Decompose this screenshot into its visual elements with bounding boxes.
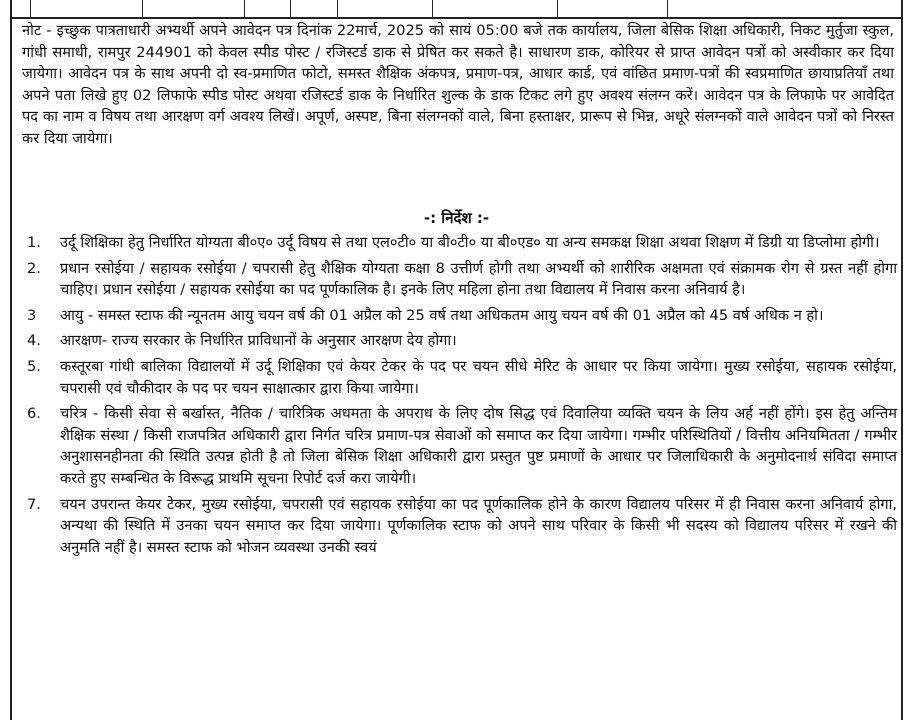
list-item <box>12 403 905 489</box>
item-text: चरित्र - किसी सेवा से बर्खास्त, नैतिक / चारित्रिक अधमता के अपराध के लिए दोष सिद्ध एवं दिवालिया व्यक्ति चयन के लिय अर्ह नहीं होंगे। इस हेतु अन्तिम शैक्षिक संस्था / किसी राजपत्रित अधिकारी द्वारा निर्गत चरित्र प्रमाण-पत्र सेवाओं को समाप्त कर दिया जायेगा। गम्भीर परिस्थितियों / वित्तीय अनियमितता / गम्भीर अनुशासनहीनता की स्थिति उत्पन्न होती है तो जिला बेसिक शिक्षा अधिकारी द्वारा प्रस्तुत पुष्ट प्रमाणों के आधार पर जिलाधिकारी के अनुमोदनार्थ संविदा समाप्त करते हुए सम्बन्धित के विरूद्ध प्राथमि सूचना रिपोर्ट दर्ज करा जायेगी। <box>60 405 897 487</box>
list-item <box>12 258 905 301</box>
item-number: 6. <box>27 405 41 423</box>
item-text: आयु - समस्त स्टाफ की न्यूनतम आयु चयन वर्ष की 01 अप्रैल को 25 वर्ष तथा अधिकतम आयु चयन वर्ष की 01 अप्रैल को 45 वर्ष अधिक न हो। <box>60 306 824 324</box>
instructions-heading: -: निर्देश :- <box>423 209 490 227</box>
item-number: 3 <box>27 306 37 324</box>
list-item <box>12 232 905 254</box>
document-frame <box>10 0 903 720</box>
list-item <box>12 494 905 559</box>
list-item <box>12 356 905 399</box>
item-text: आरक्षण- राज्य सरकार के निर्धारित प्राविधानों के अनुसार आरक्षण देय होगा। <box>60 332 457 350</box>
list-item <box>12 305 905 327</box>
item-text: उर्दू शिक्षिका हेतु निर्धारित योग्यता बी०ए० उर्दू विषय से तथा एल०टी० या बी०टी० या बी०एड० या अन्य समकक्ष शिक्षा अथवा शिक्षण में डिग्री या डिप्लोमा होगी। <box>60 234 880 251</box>
item-number: 4. <box>27 332 41 350</box>
item-text: प्रधान रसोईया / सहायक रसोईया / चपरासी हेतु शैक्षिक योग्यता कक्षा 8 उत्तीर्ण होगी तथा अभ्यर्थी को शारीरिक अक्षमता एवं संक्रामक रोग से ग्रस्त नहीं होगा चाहिए। प्रधान रसोईया / सहायक रसोईया का पद पूर्णकालिक है। इनके लिए महिला होना तथा विद्यालय में निवास करना अनिवार्य है। <box>60 259 897 299</box>
item-text: चयन उपरान्त केयर टेकर, मुख्य रसोईया, चपरासी एवं सहायक रसोईया का पद पूर्णकालिक होने के कारण विद्यालय परिसर में ही निवास करना अनिवार्य होगा, अन्यथा की स्थिति में उनका चयन समाप्त कर दिया जायेगा। पूर्णकालिक स्टाफ को अपने साथ परिवार के किसी भी सदस्य को विद्यालय परिसर में रखने की अनुमति नहीं है। समस्त स्टाफ को भोजन व्यवस्था उनकी स्वयं <box>60 495 897 556</box>
item-number: 7. <box>27 495 41 513</box>
item-number: 1. <box>27 234 41 251</box>
table-bottom-strip <box>12 0 901 19</box>
item-text: कस्तूरबा गांधी बालिका विद्यालयों में उर्दू शिक्षिका एवं केयर टेकर के पद पर चयन सीधे मेरिट के आधार पर किया जायेगा। मुख्य रसोईया, सहायक रसोईया, चपरासी एवं चौकीदार के पद पर चयन साक्षात्कार द्वारा किया जायेगा। <box>60 357 897 397</box>
list-item <box>12 330 905 352</box>
note-paragraph: नोट - इच्छुक पात्रताधारी अभ्यर्थी अपने आवेदन पत्र दिनांक 22मार्च, 2025 को सायं 05:00 बजे तक कार्यालय, जिला बेसिक शिक्षा अधिकारी, निकट मुर्तुजा स्कुल, गांधी समाधी, रामपुर 244901 को केवल स्पीड पोस्ट / रजिस्टर्ड डाक से प्रेषित कर सकते है। साधारण डाक, कोरियर से प्राप्त आवेदन पत्रों को अस्वीकार कर दिया जायेगा। आवेदन पत्र के साथ अपनी दो स्व-प्रमाणित फोटो, समस्त शैक्षिक अंकपत्र, प्रमाण-पत्र, आधार कार्ड, एवं वांछित प्रमाण-पत्रों की स्वप्रमाणित छायाप्रतियाँ तथा अपने पता लिखे हुए 02 लिफाफे स्पीड पोस्ट अथवा रजिस्टर्ड डाक के निर्धारित शुल्क के डाक टिकट लगे हुए अवश्य संलग्न करें। आवेदन पत्र के लिफाफे पर आवेदित पद का नाम व विषय तथा आरक्षण वर्ग अवश्य लिखें। अपूर्ण, अस्पष्ट, बिना संलग्नकों वाले, बिना हस्ताक्षर, प्रारूप से भिन्न, अधूरे संलग्नकों वाले आवेदन पत्रों को निरस्त कर दिया जायेगा। <box>22 22 894 147</box>
instructions-list <box>12 232 905 562</box>
item-number: 2. <box>27 259 41 277</box>
item-number: 5. <box>27 357 41 375</box>
